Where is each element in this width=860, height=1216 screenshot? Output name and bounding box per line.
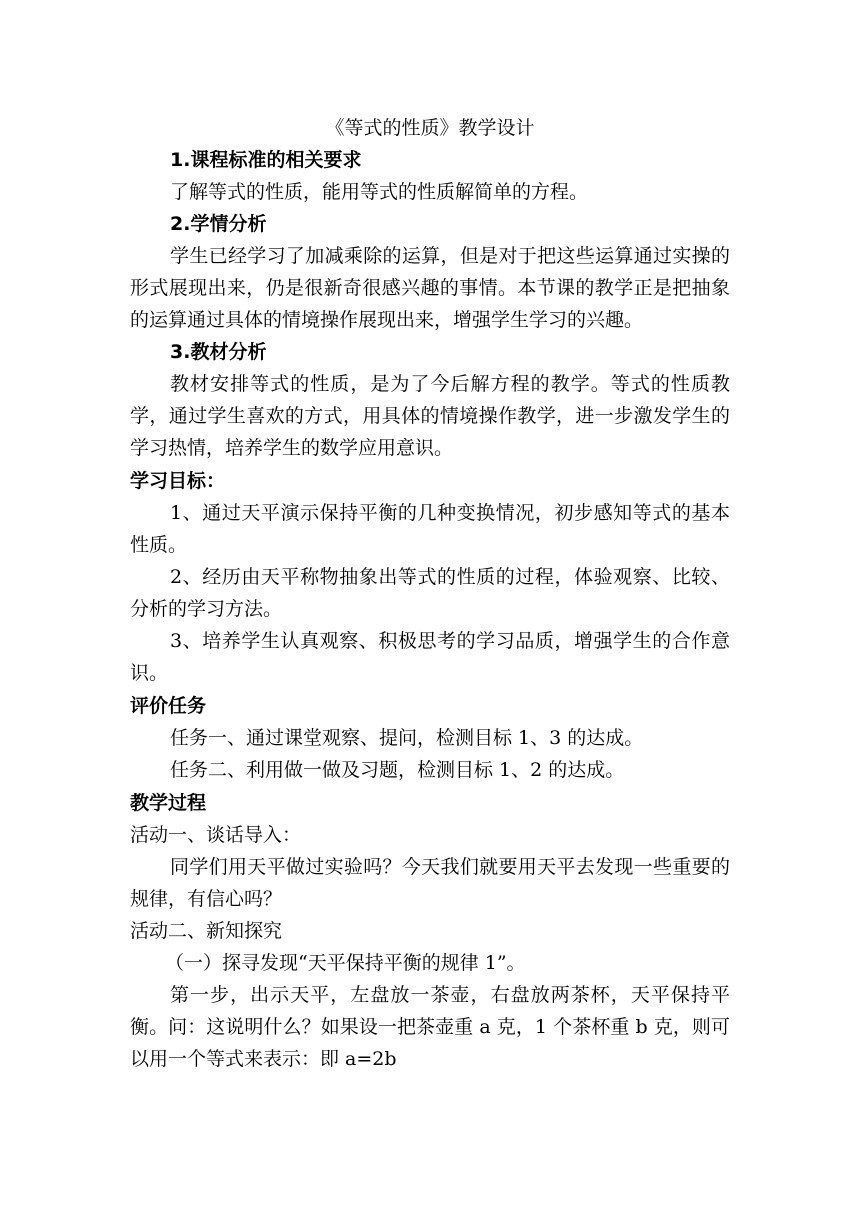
section-heading-curriculum: 1.课程标准的相关要求 [170, 149, 362, 171]
goal-item: 3、培养学生认真观察、积极思考的学习品质，增强学生的合作意识。 [130, 630, 730, 684]
process-heading: 教学过程 [130, 792, 207, 814]
section-text-material-analysis: 教材安排等式的性质，是为了今后解方程的教学。等式的性质教学，通过学生喜欢的方式，用具体的情境操作教学，进一步激发学生的学习热情，培养学生的数学应用意识。 [130, 373, 730, 459]
task-item: 任务二、利用做一做及习题，检测目标 1、2 的达成。 [170, 759, 625, 781]
section-heading-material-analysis: 3.教材分析 [170, 341, 267, 363]
tasks-heading: 评价任务 [130, 695, 207, 717]
section-text-learner-analysis: 学生已经学习了加减乘除的运算，但是对于把这些运算通过实操的形式展现出来，仍是很新奇很感兴趣的事情。本节课的教学正是把抽象的运算通过具体的情境操作展现出来，增强学生学习的兴趣。 [130, 245, 730, 331]
goal-item: 2、经历由天平称物抽象出等式的性质的过程，体验观察、比较、分析的学习方法。 [130, 566, 730, 620]
activity-one-text: 同学们用天平做过实验吗？今天我们就要用天平去发现一些重要的规律，有信心吗？ [130, 856, 730, 910]
step-one-text: 第一步，出示天平，左盘放一茶壶，右盘放两茶杯，天平保持平衡。问：这说明什么？如果设一把茶壶重 a 克，1 个茶杯重 b 克，则可以用一个等式来表示：即 a=2b [130, 984, 730, 1070]
goals-heading: 学习目标： [130, 470, 226, 492]
section-text-curriculum: 了解等式的性质，能用等式的性质解简单的方程。 [170, 181, 589, 203]
activity-two-heading: 活动二、新知探究 [130, 920, 283, 942]
subsection-one-heading: （一）探寻发现“天平保持平衡的规律 1”。 [165, 952, 526, 974]
document-title: 《等式的性质》教学设计 [325, 117, 535, 139]
goal-item: 1、通过天平演示保持平衡的几种变换情况，初步感知等式的基本性质。 [130, 502, 730, 556]
activity-one-heading: 活动一、谈话导入： [130, 824, 302, 846]
document-page [130, 112, 730, 1075]
section-heading-learner-analysis: 2.学情分析 [170, 213, 267, 235]
task-item: 任务一、通过课堂观察、提问，检测目标 1、3 的达成。 [170, 727, 644, 749]
